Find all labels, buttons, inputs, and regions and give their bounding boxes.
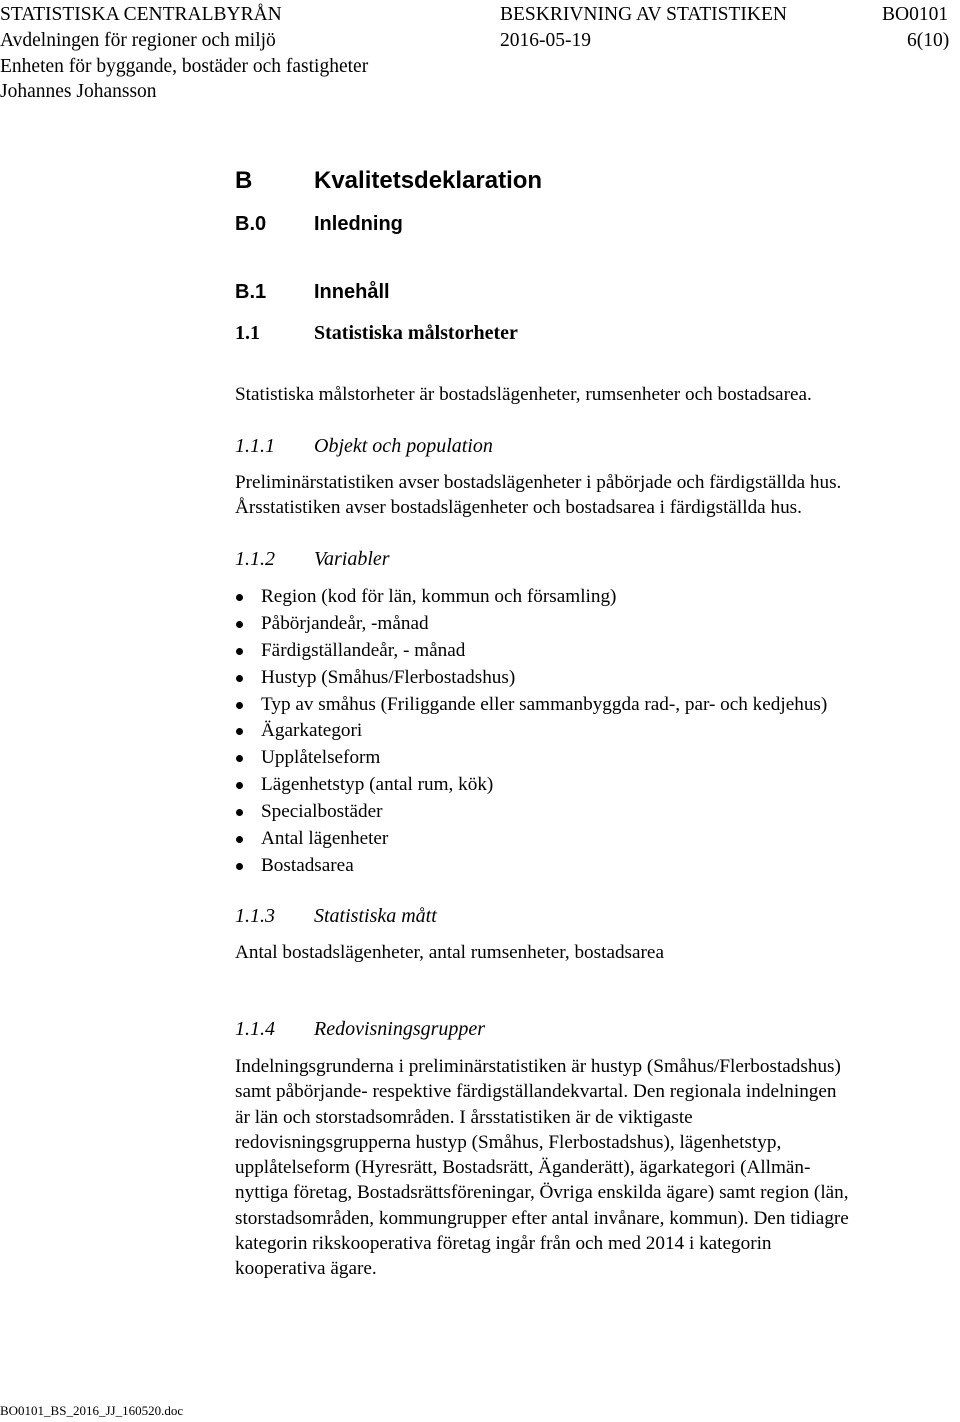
bullet-icon [236,621,243,628]
bullet-icon [236,675,243,682]
list-item-text: Lägenhetstyp (antal rum, kök) [261,774,494,796]
footer-filename: BO0101_BS_2016_JJ_160520.doc [0,1403,184,1418]
list-item [235,665,827,692]
list-item [235,718,827,745]
bullet-icon [236,809,243,816]
paragraph-line: samt påbörjande- respektive färdigställandekvartal. Den regionala indelningen [235,1081,837,1103]
list-item-text: Upplåtelseform [261,747,381,769]
list-item [235,692,827,719]
bullet-icon [236,863,243,870]
paragraph-line: redovisningsgrupperna hustyp (Småhus, Flerbostadshus), lägenhetstyp, [235,1131,782,1153]
bullet-icon [236,648,243,655]
list-item [235,611,827,638]
bullet-icon [236,755,243,762]
bullet-icon [236,782,243,789]
section-1-1-1-text-line-1: Preliminärstatistiken avser bostadslägenheter i påbörjade och färdigställda hus. [235,472,842,493]
list-item [235,772,827,799]
paragraph-line: upplåtelseform (Hyresrätt, Bostadsrätt, Äganderätt), ägarkategori (Allmän- [235,1157,811,1179]
section-1-1-2-number: 1.1.2 [235,548,275,570]
variables-list [235,584,827,880]
section-1-1-3-title: Statistiska mått [314,905,437,927]
list-item-text: Bostadsarea [261,854,354,876]
list-item-text: Hustyp (Småhus/Flerbostadshus) [261,666,516,688]
list-item [235,799,827,826]
list-item-text: Ägarkategori [261,720,363,742]
section-b1-title: Innehåll [314,281,390,303]
header-org: STATISTISKA CENTRALBYRÅN [0,4,282,25]
paragraph-line: är län och storstadsområden. I årsstatistiken är de viktigaste [235,1106,693,1128]
list-item-text: Specialbostäder [261,801,383,823]
header-doc-type: BESKRIVNING AV STATISTIKEN [500,4,787,25]
list-item [235,584,827,611]
paragraph-line: kategorin rikskooperativa företag ingår från och med 2014 i kategorin [235,1233,772,1255]
section-1-1-1-number: 1.1.1 [235,435,275,457]
list-item-text: Typ av småhus (Friliggande eller sammanbyggda rad-, par- och kedjehus) [261,693,828,715]
section-1-1-4-title: Redovisningsgrupper [314,1018,486,1040]
paragraph-line: Indelningsgrunderna i preliminärstatistiken är hustyp (Småhus/Flerbostadshus) [235,1056,841,1077]
list-item [235,826,827,853]
section-1-1-3-number: 1.1.3 [235,905,275,927]
section-b0-title: Inledning [314,213,403,235]
section-1-1-3-text: Antal bostadslägenheter, antal rumsenheter, bostadsarea [235,942,664,963]
section-b0-number: B.0 [235,213,267,235]
list-item-text: Antal lägenheter [261,828,389,850]
paragraph-line: kooperativa ägare. [235,1258,377,1280]
section-1-1-1-title: Objekt och population [314,435,493,457]
section-1-1-title: Statistiska målstorheter [314,322,518,344]
list-item-text: Färdigställandeår, - månad [261,639,466,661]
section-1-1-2-title: Variabler [314,548,390,570]
section-b-title: Kvalitetsdeklaration [314,167,543,194]
header-unit: Enheten för byggande, bostäder och fastigheter [0,56,369,77]
section-1-1-4-paragraph [235,1054,849,1282]
list-item [235,853,827,880]
header-date: 2016-05-19 [500,30,591,51]
header-dept: Avdelningen för regioner och miljö [0,30,276,51]
header-author: Johannes Johansson [0,81,157,102]
section-1-1-text: Statistiska målstorheter är bostadslägenheter, rumsenheter och bostadsarea. [235,384,812,405]
bullet-icon [236,594,243,601]
list-item-text: Region (kod för län, kommun och församling) [261,586,617,607]
section-b1-number: B.1 [235,281,267,303]
bullet-icon [236,836,243,843]
paragraph-line: nyttiga företag, Bostadsrättsföreningar, Övriga enskilda ägare) samt region (län, [235,1182,849,1204]
bullet-icon [236,728,243,735]
section-1-1-number: 1.1 [235,322,260,344]
section-1-1-4-number: 1.1.4 [235,1018,275,1040]
header-doc-code: BO0101 [882,4,949,25]
list-item [235,745,827,772]
list-item-text: Påbörjandeår, -månad [261,612,429,634]
header-page-number: 6(10) [907,30,950,51]
bullet-icon [236,702,243,709]
section-1-1-1-text-line-2: Årsstatistiken avser bostadslägenheter och bostadsarea i färdigställda hus. [235,497,802,518]
paragraph-line: storstadsområden, kommungrupper efter antal invånare, kommun). Den tidiagre [235,1207,849,1229]
section-b-number: B [235,167,253,194]
list-item [235,638,827,665]
